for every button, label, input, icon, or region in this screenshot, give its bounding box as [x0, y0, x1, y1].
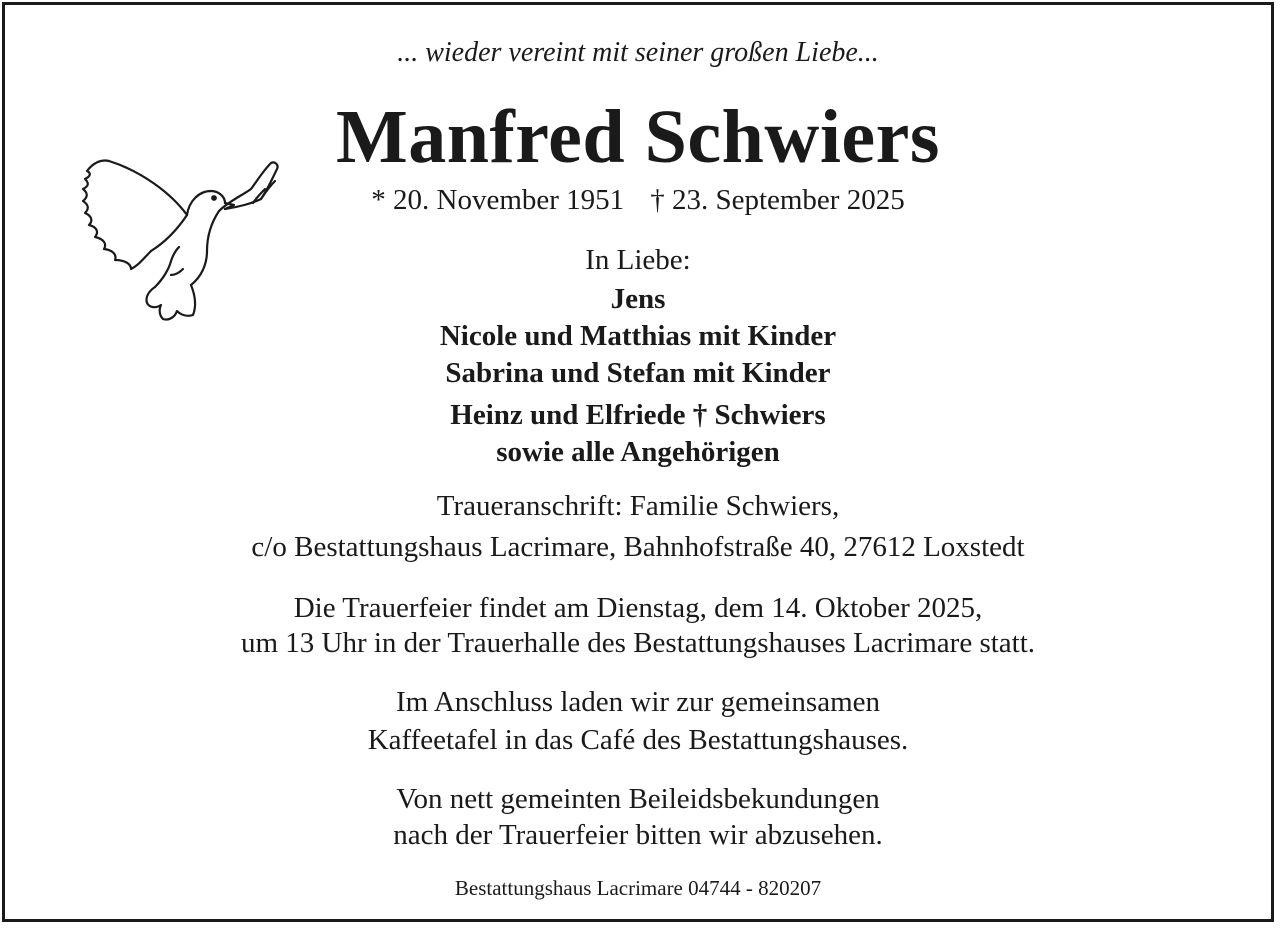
lead-text: In Liebe:: [585, 244, 691, 276]
mourner-line: Heinz und Elfriede † Schwiers: [450, 399, 826, 431]
reception-line: Kaffeetafel in das Café des Bestattungshauses.: [367, 724, 909, 756]
birth-date: * 20. November 1951: [371, 184, 625, 216]
death-date: † 23. September 2025: [650, 184, 905, 216]
funeral-home-contact: Bestattungshaus Lacrimare 04744 - 820207: [454, 876, 822, 900]
address-line: c/o Bestattungshaus Lacrimare, Bahnhofstraße 40, 27612 Loxstedt: [251, 531, 1025, 563]
deceased-name: Manfred Schwiers: [336, 95, 940, 179]
reception-line: Im Anschluss laden wir zur gemeinsamen: [395, 686, 881, 718]
life-dates: [5, 186, 1271, 215]
obituary-notice: [2, 2, 1274, 922]
mourner-line: Jens: [610, 283, 666, 315]
address-line: Traueranschrift: Familie Schwiers,: [436, 490, 840, 522]
mourner-line: sowie alle Angehörigen: [496, 436, 780, 468]
condolence-line: Von nett gemeinten Beileidsbekundungen: [396, 783, 880, 815]
condolence-line: nach der Trauerfeier bitten wir abzusehen.: [393, 819, 883, 851]
ceremony-line: Die Trauerfeier findet am Dienstag, dem 14. Oktober 2025,: [293, 592, 983, 624]
motto: ... wieder vereint mit seiner großen Liebe...: [397, 37, 879, 68]
ceremony-line: um 13 Uhr in der Trauerhalle des Bestattungshauses Lacrimare statt.: [240, 627, 1036, 659]
mourner-line: Nicole und Matthias mit Kinder: [439, 320, 837, 352]
mourner-line: Sabrina und Stefan mit Kinder: [445, 357, 831, 389]
